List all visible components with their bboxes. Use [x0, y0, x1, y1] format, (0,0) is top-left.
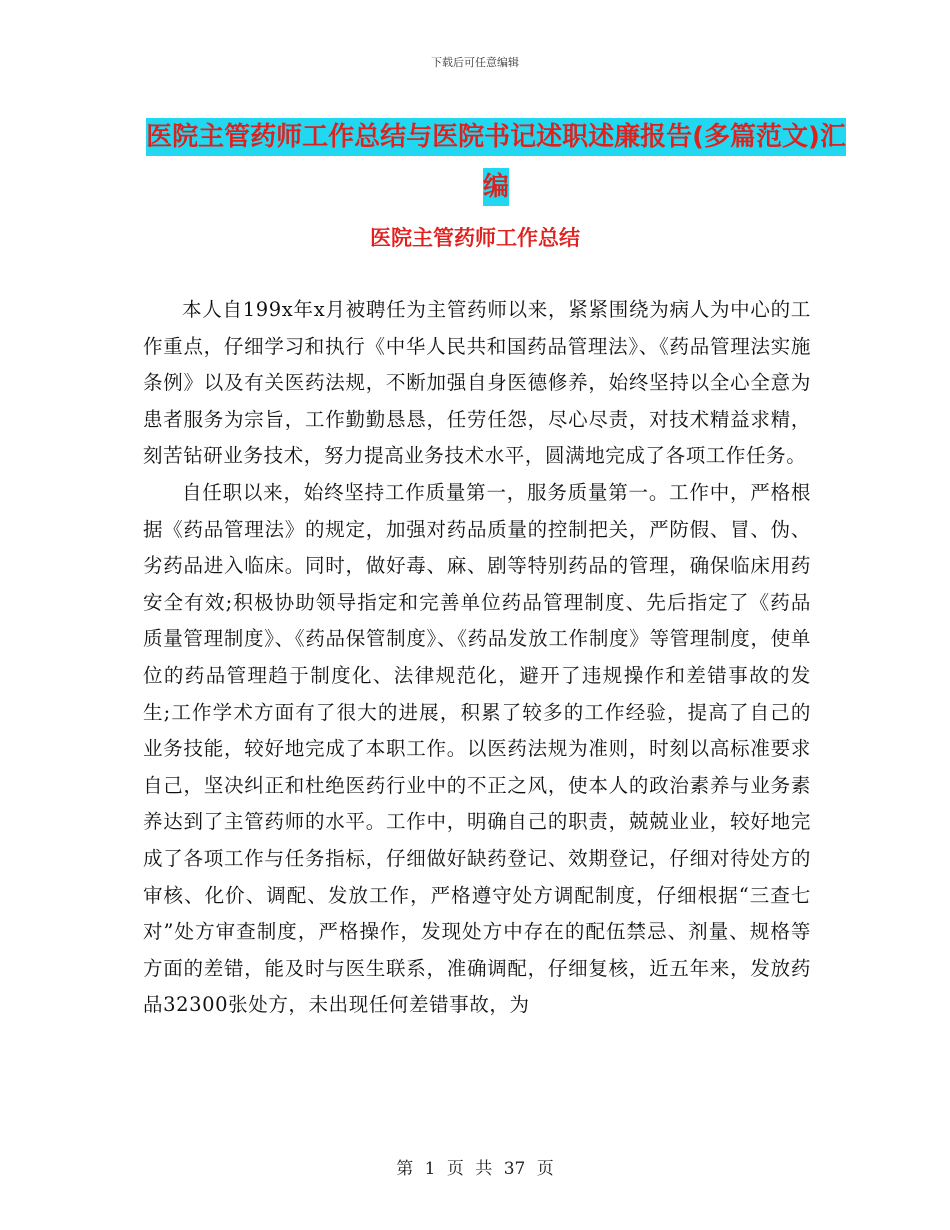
document-body	[143, 292, 811, 1024]
section-title: 医院主管药师工作总结	[370, 226, 580, 250]
page-number-footer: 第 1 页 共 37 页	[396, 1159, 554, 1179]
document-title-text: 医院主管药师工作总结与医院书记述职述廉报告(多篇范文)汇编	[146, 118, 846, 206]
document-title	[140, 112, 852, 212]
header-note: 下载后可任意编辑	[431, 56, 519, 69]
paragraph: 自任职以来，始终坚持工作质量第一，服务质量第一。工作中，严格根据《药品管理法》的规定，加强对药品质量的控制把关，严防假、冒、伪、劣药品进入临床。同时，做好毒、麻、剧等特别药品的管理，确保临床用药安全有效;积极协助领导指定和完善单位药品管理制度、先后指定了《药品质量管理制度》、《药品保管制度》、《药品发放工作制度》等管理制度，使单位的药品管理趋于制度化、法律规范化，避开了违规操作和差错事故的发生;工作学术方面有了很大的进展，积累了较多的工作经验，提高了自己的业务技能，较好地完成了本职工作。以医药法规为准则，时刻以高标准要求自己，坚决纠正和杜绝医药行业中的不正之风，使本人的政治素养与业务素养达到了主管药师的水平。工作中，明确自己的职责，兢兢业业，较好地完成了各项工作与任务指标，仔细做好缺药登记、效期登记，仔细对待处方的审核、化价、调配、发放工作，严格遵守处方调配制度，仔细根据“三查七对”处方审查制度，严格操作，发现处方中存在的配伍禁忌、剂量、规格等方面的差错，能及时与医生联系，准确调配，仔细复核，近五年来，发放药品32300张处方，未出现任何差错事故，为	[143, 480, 811, 1017]
paragraph: 本人自199x年x月被聘任为主管药师以来，紧紧围绕为病人为中心的工作重点，仔细学习和执行《中华人民共和国药品管理法》、《药品管理法实施条例》以及有关医药法规，不断加强自身医德修养，始终坚持以全心全意为患者服务为宗旨，工作勤勤恳恳，任劳任怨，尽心尽责，对技术精益求精，刻苦钻研业务技术，努力提高业务技术水平，圆满地完成了各项工作任务。	[143, 298, 811, 468]
